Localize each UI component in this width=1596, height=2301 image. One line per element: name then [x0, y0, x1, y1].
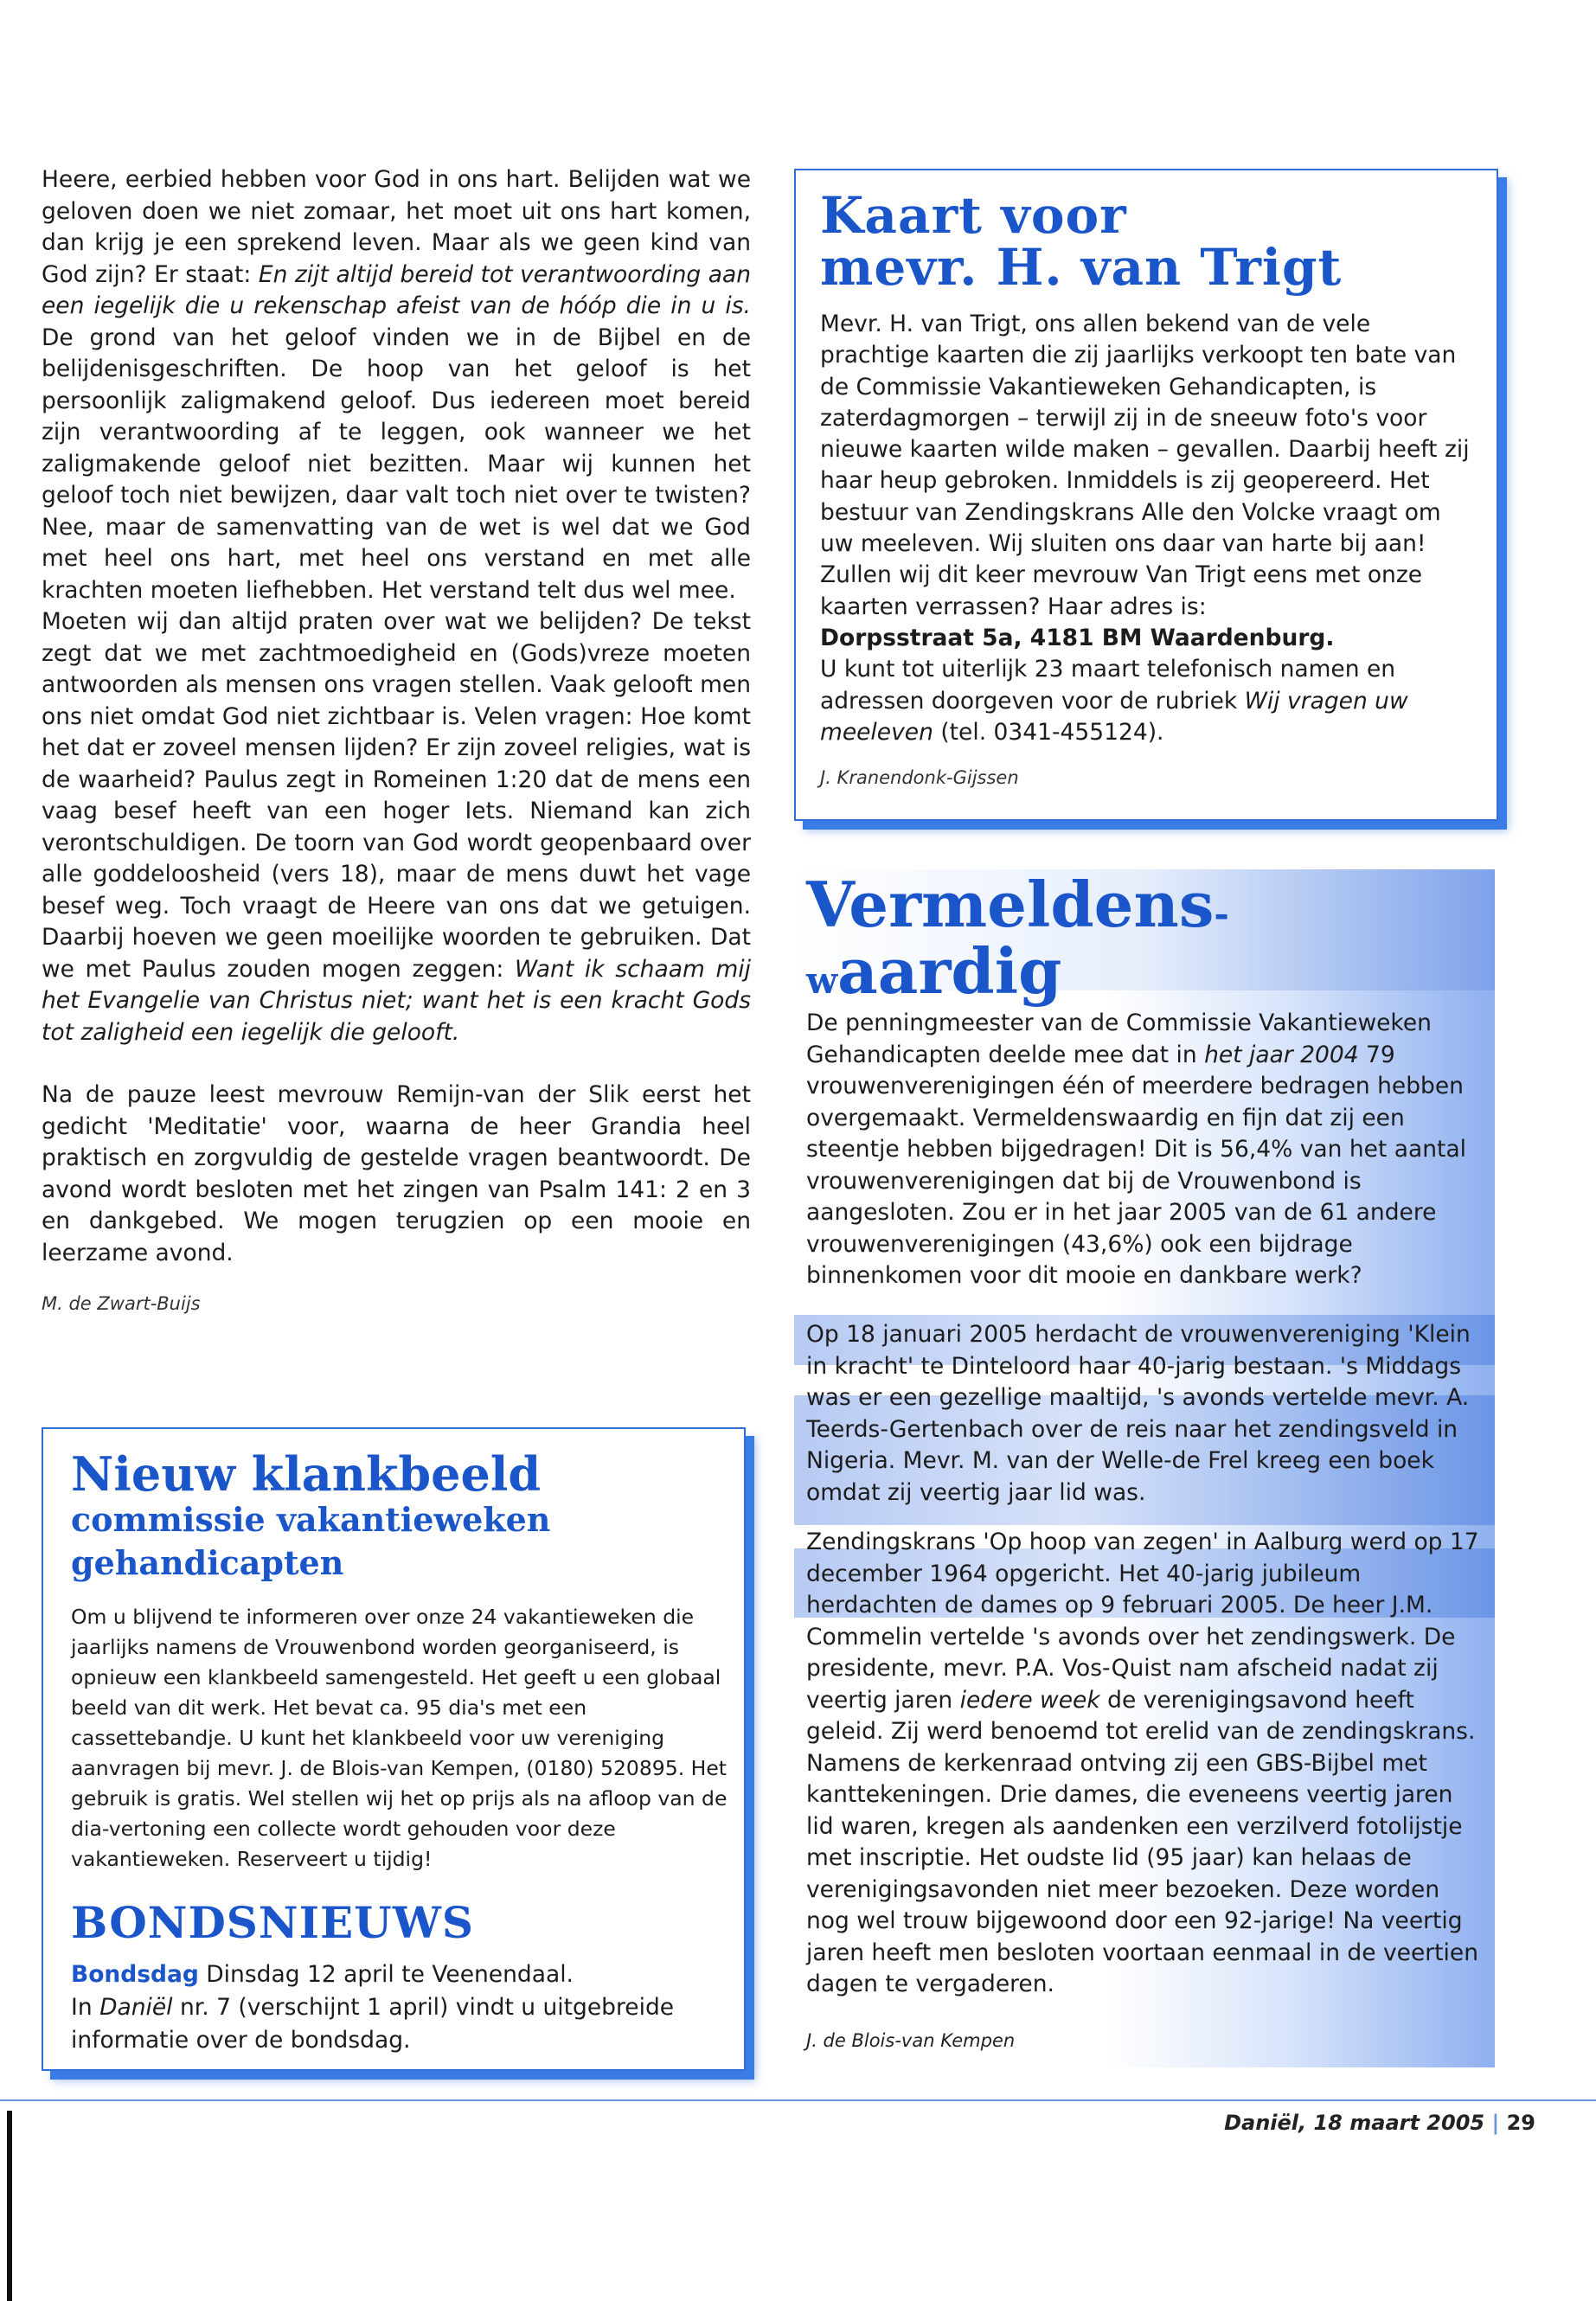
paragraph: [806, 1008, 1481, 1292]
title-part: w: [806, 959, 838, 1002]
bondsnieuws-body: [71, 1958, 728, 2057]
text-run: Dinsdag 12 april te Veenendaal.: [206, 1961, 574, 1988]
left-column: [42, 164, 751, 1314]
vermeldenswaardig-section: [794, 869, 1495, 2067]
scan-edge: [7, 2111, 12, 2301]
kaart-box: [794, 169, 1498, 821]
paragraph: Om u blijvend te informeren over onze 24 vakantieweken die jaarlijks namens de Vrouwenbond worden georganiseerd, is opnieuw een klankbeeld samengesteld. Het geeft u een globaal beeld van dit werk. Het bevat ca. 95 dia's met een cassettebandje. U kunt het klankbeeld voor uw vereniging aanvragen bij mevr. J. de Blois-van Kempen, (0180) 520895. Het gebruik is gratis. Wel stellen wij het op prijs als na afloop van de dia-vertoning een collecte wordt gehouden voor deze vakantieweken. Reserveert u tijdig!: [71, 1605, 727, 1871]
text-run: De grond van het geloof vinden we in de Bijbel en de belijdenisgeschriften. De hoop van het geloof is het persoonlijk zaligmakend geloof. Dus iedereen moet bereid zijn verantwoording af te leggen, ook wanneer we het zaligmakende geloof niet bezitten. Maar wij kunnen het geloof toch niet bewijzen, daar valt toch niet over te twisten? Nee, maar de samenvatting van de wet is wel dat we God met heel ons hart, met heel ons verstand en met alle krachten moeten liefhebben. Het verstand telt dus wel mee.: [42, 324, 751, 604]
title-line: mevr. H. van Trigt: [820, 238, 1343, 297]
article-body: [42, 164, 751, 1314]
paragraph: Op 18 januari 2005 herdacht de vrouwenvereniging 'Klein in kracht' te Dinteloord haar 40-jarig bestaan. 's Middags was er een gezellige maaltijd, 's avonds vertelde mevr. A. Teerds-Gertenbach over de reis naar het zendingsveld in Nigeria. Mevr. M. van der Welle-de Frel kreeg een boek omdat zij veertig jaar lid was.: [806, 1321, 1471, 1506]
text-run: de verenigingsavond heeft geleid. Zij werd benoemd tot erelid van de zendingskrans. Namens de kerkenraad ontving zij een GBS-Bijbel met kanttekeningen. Drie dames, die eveneens veertig jaren lid waren, kregen als aandenken een verzilverd fotolijstje met inscriptie. Het oudste lid (95 jaar) kan helaas de verenigingsavonden niet meer bezoeken. Deze worden nog wel trouw bijgewoond door een 92-jarige! Na veertig jaren heeft men besloten voortaan eenmaal in de veertien dagen te vergaderen.: [806, 1686, 1479, 1997]
klankbeeld-title: Nieuw klankbeeld: [71, 1446, 542, 1502]
footer-separator: |: [1491, 2111, 1500, 2135]
magazine-name: Daniël: [99, 1994, 173, 2021]
paragraph: [806, 1527, 1481, 2001]
page-footer: [1224, 2111, 1535, 2135]
title-part: -: [1214, 893, 1229, 935]
quote: En zijt altijd bereid tot verantwoording aan een iegelijk die u rekenschap afeist van de hóóp die in u is.: [42, 260, 751, 319]
paragraph: [820, 654, 1477, 748]
emphasis: iedere week: [959, 1686, 1100, 1714]
text-run: 79 vrouwenverenigingen één of meerdere bedragen hebben overgemaakt. Vermeldenswaardig en fijn dat zij een steentje hebben bijgedragen! Dit is 56,4% van het aantal vrouwenverenigingen dat bij de Vrouwenbond is aangesloten. Zou er in het jaar 2005 van de 61 andere vrouwenverenigingen (43,6%) ook een bijdrage binnenkomen voor dit mooie en dankbare werk?: [806, 1041, 1467, 1289]
bondsdag-label: Bondsdag: [71, 1961, 199, 1988]
kaart-body: [820, 309, 1477, 748]
emphasis: het jaar 2004: [1204, 1041, 1359, 1068]
text-run: De penningmeester van de Commissie Vakantieweken Gehandicapten deelde mee dat in: [806, 1009, 1432, 1068]
paragraph: [71, 1991, 728, 2057]
klankbeeld-box: [42, 1427, 746, 2071]
bondsnieuws-title: BONDSNIEUWS: [71, 1897, 474, 1948]
signature: M. de Zwart-Buijs: [42, 1293, 201, 1314]
klankbeeld-subtitle: commissie vakantieweken gehandicapten: [71, 1500, 551, 1582]
title-part: aardig: [837, 934, 1062, 1008]
signature: J. Kranendonk-Gijssen: [820, 767, 1019, 788]
signature: J. de Blois-van Kempen: [806, 2030, 1016, 2051]
paragraph: Mevr. H. van Trigt, ons allen bekend van de vele prachtige kaarten die zij jaarlijks verkoopt ten bate van de Commissie Vakantieweken Gehandicapten, is zaterdagmorgen – terwijl zij in de sneeuw foto's voor nieuwe kaarten wilde maken – gevallen. Daarbij heeft zij haar heup gebroken. Inmiddels is zij geopereerd. Het bestuur van Zendingskrans Alle den Volcke vraagt om uw meeleven. Wij sluiten ons daar van harte bij aan! Zullen wij dit keer mevrouw Van Trigt eens met onze kaarten verrassen? Haar adres is:: [820, 311, 1470, 620]
paragraph: [42, 606, 751, 1048]
title-line: Kaart voor: [820, 186, 1127, 245]
kaart-title: [820, 186, 1343, 297]
text-run: In: [71, 1994, 93, 2021]
rubric-name: Wij vragen uw meeleven: [820, 687, 1408, 746]
address: Dorpsstraat 5a, 4181 BM Waardenburg.: [820, 624, 1335, 651]
text-run: nr. 7 (verschijnt 1 april) vindt u uitgebreide informatie over de bondsdag.: [71, 1994, 675, 2054]
page-number: 29: [1506, 2111, 1535, 2135]
paragraph: [71, 1958, 728, 1991]
text-run: Heere, eerbied hebben voor God in ons hart. Belijden wat we geloven doen we niet zomaar, het moet uit ons hart komen, dan krijg je een sprekend leven. Maar als we geen kind van God zijn? Er staat:: [42, 166, 751, 288]
paragraph: Na de pauze leest mevrouw Remijn-van der Slik eerst het gedicht 'Meditatie' voor, waarna de heer Grandia heel praktisch en zorgvuldig de gestelde vragen beantwoordt. De avond wordt besloten met het zingen van Psalm 141: 2 en 3 en dankgebed. We mogen terugzien op een mooie en leerzame avond.: [42, 1081, 751, 1266]
paragraph: [42, 164, 751, 606]
text-run: (tel. 0341-455124).: [940, 718, 1164, 746]
quote: Want ik schaam mij het Evangelie van Christus niet; want het is een kracht Gods tot zaligheid een iegelijk die gelooft.: [42, 955, 751, 1046]
issue-date: Daniël, 18 maart 2005: [1224, 2111, 1485, 2135]
footer-rule: [0, 2099, 1596, 2101]
vermeldenswaardig-title: [806, 868, 1229, 1009]
text-run: U kunt tot uiterlijk 23 maart telefonisch namen en adressen doorgeven voor de rubriek: [820, 656, 1396, 715]
text-run: Zendingskrans 'Op hoop van zegen' in Aalburg werd op 17 december 1964 opgericht. Het 40-jarig jubileum herdachten de dames op 9 februari 2005. De heer J.M. Commelin vertelde 's avonds over het zendingswerk. De presidente, mevr. P.A. Vos-Quist nam afscheid nadat zij veertig jaren: [806, 1529, 1479, 1714]
klankbeeld-body: [71, 1602, 728, 1875]
title-part: Vermeldens: [806, 868, 1215, 941]
text-run: Moeten wij dan altijd praten over wat we belijden? De tekst zegt dat we met zachtmoedigheid en (Gods)vreze moeten antwoorden als mensen ons vragen stellen. Vaak gelooft men ons niet omdat God niet zichtbaar is. Velen vragen: Hoe komt het dat er zoveel mensen lijden? Er zijn zoveel religies, wat is de waarheid? Paulus zegt in Romeinen 1:20 dat de mens een vaag besef heeft van een hoger Iets. Niemand kan zich verontschuldigen. De toorn van God wordt geopenbaard over alle goddeloosheid (vers 18), maar de mens duwt het vage besef weg. Toch vraagt de Heere van ons dat we getuigen. Daarbij hoeven we geen moeilijke woorden te gebruiken. Dat we met Paulus zouden mogen zeggen:: [42, 608, 751, 983]
